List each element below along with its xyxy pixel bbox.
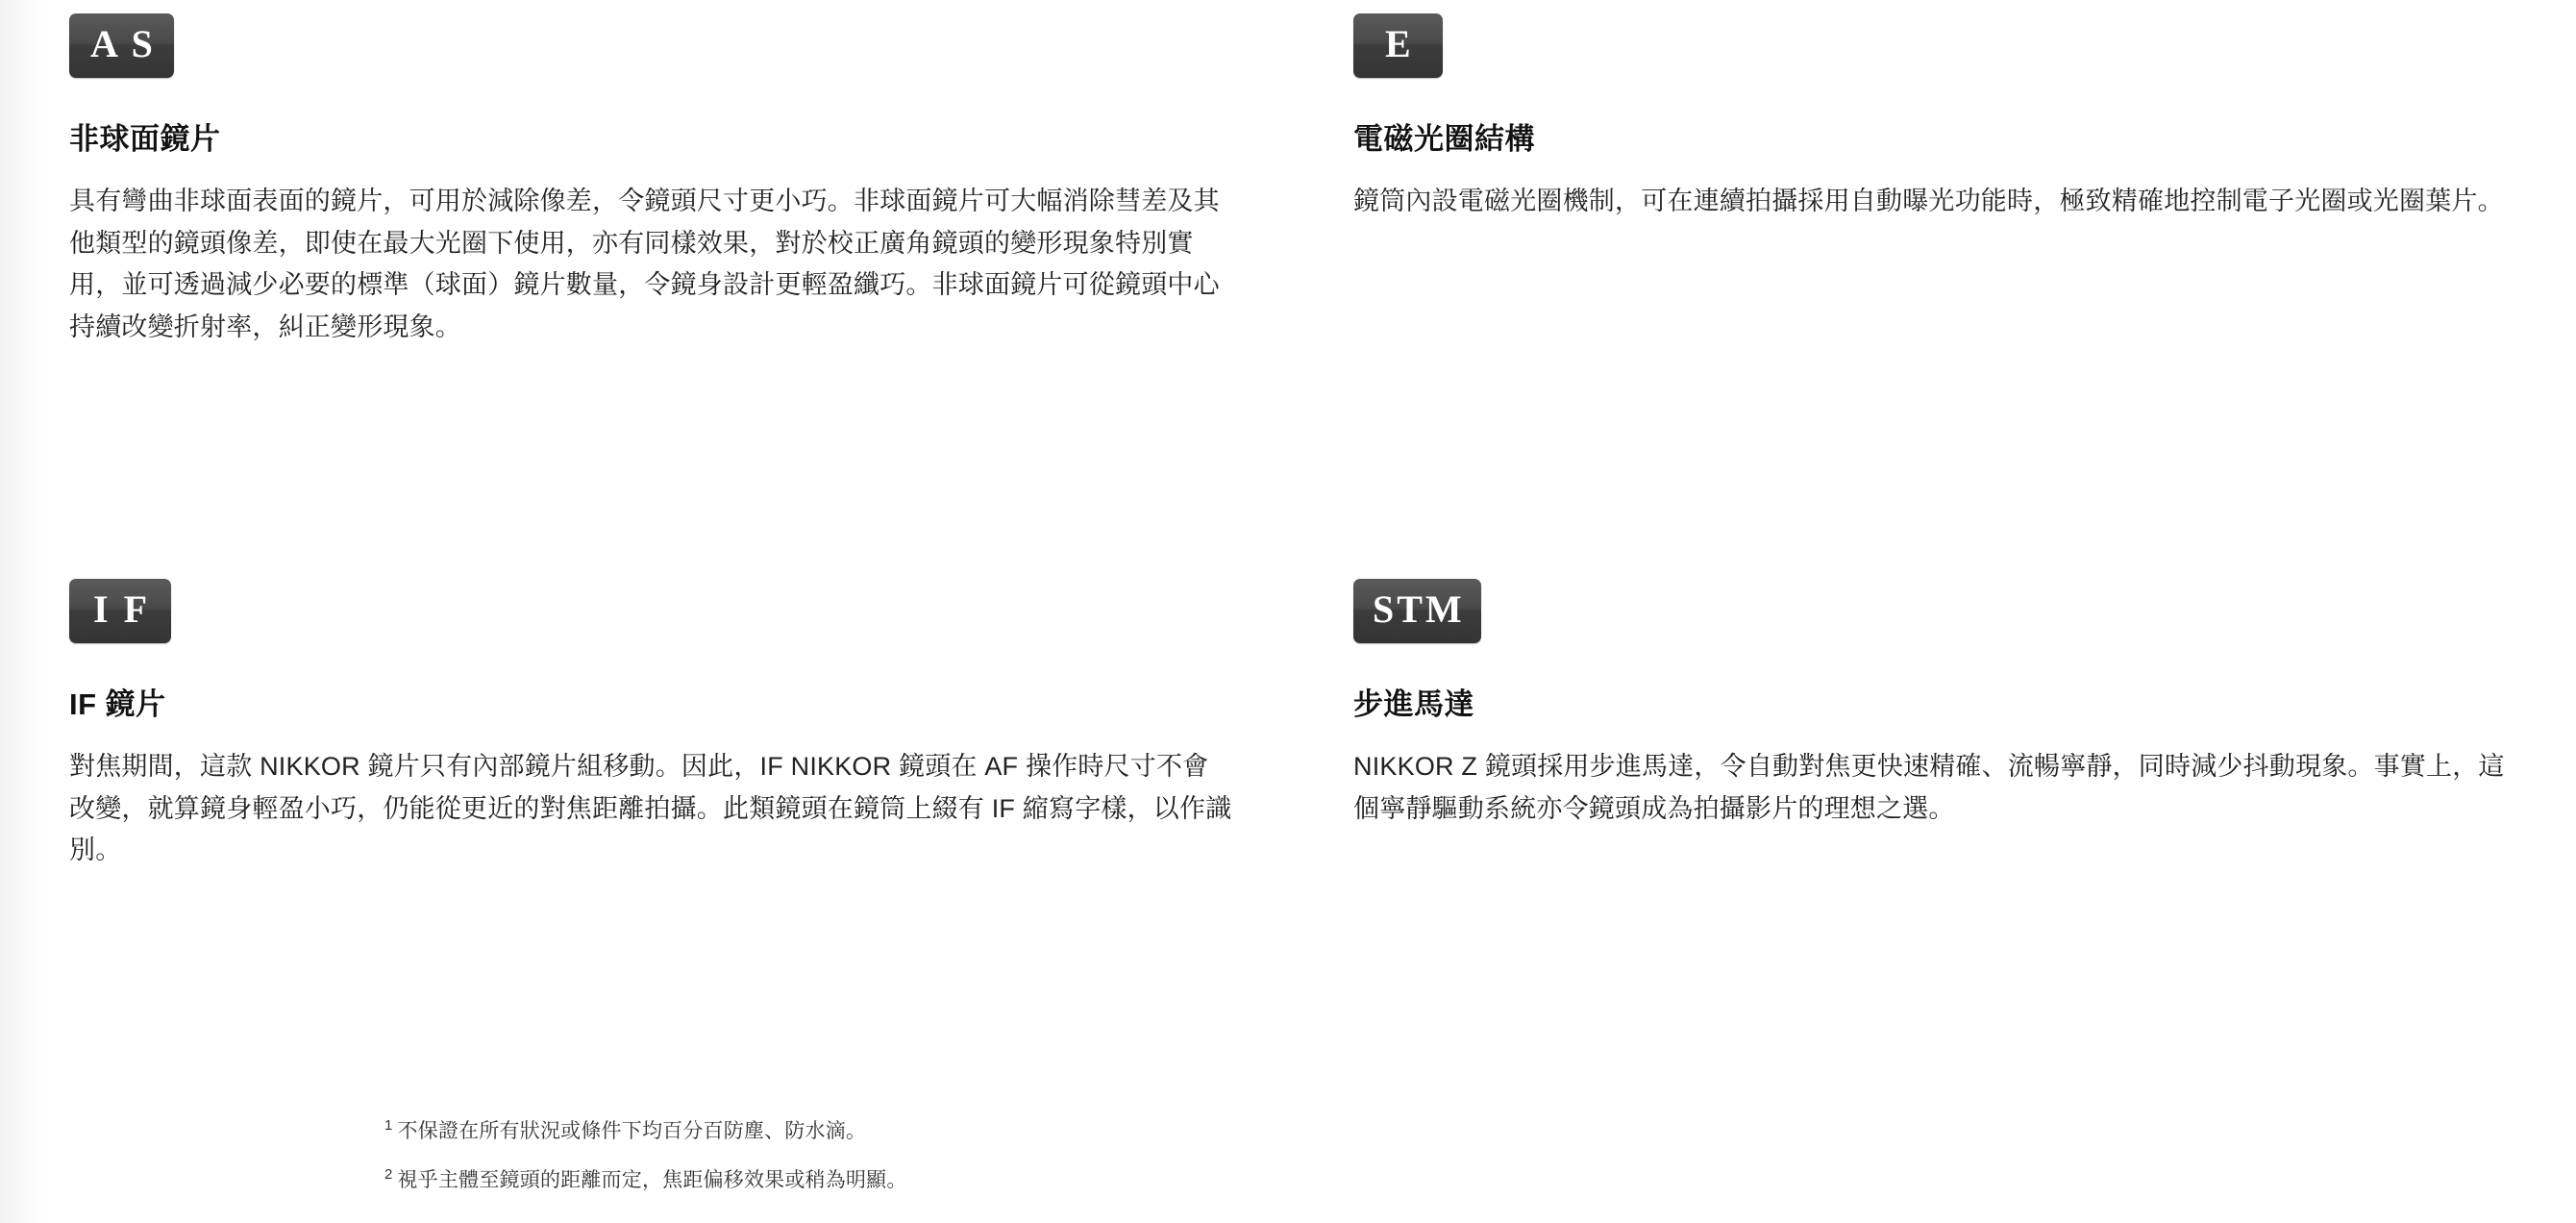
- internal-focus-badge-icon: I F: [69, 579, 171, 643]
- footnotes: [384, 1115, 1730, 1212]
- feature-block-internal-focus: [69, 579, 1232, 872]
- electromagnetic-diaphragm-badge-icon: E: [1353, 13, 1443, 78]
- feature-title: 電磁光圈結構: [1353, 122, 1535, 156]
- footnote-item: [384, 1115, 1730, 1147]
- feature-block-electromagnetic-diaphragm: [1353, 13, 2521, 223]
- footnote-marker: 2: [384, 1165, 393, 1183]
- feature-title: 步進馬達: [1353, 687, 1474, 721]
- feature-title: 非球面鏡片: [69, 122, 221, 156]
- feature-body: 對焦期間，這款 NIKKOR 鏡片只有內部鏡片組移動。因此，IF NIKKOR 鏡頭在 AF 操作時尺寸不會改變，就算鏡身輕盈小巧，仍能從更近的對焦距離拍攝。此類鏡頭在鏡筒上綴有 IF 縮寫字樣，以作識別。: [69, 752, 1232, 865]
- feature-body: NIKKOR Z 鏡頭採用步進馬達，令自動對焦更快速精確、流暢寧靜，同時減少抖動現象。事實上，這個寧靜驅動系統亦令鏡頭成為拍攝影片的理想之選。: [1353, 752, 2505, 823]
- footnote-text: 視乎主體至鏡頭的距離而定，焦距偏移效果或稍為明顯。: [397, 1168, 907, 1191]
- feature-title: IF 鏡片: [69, 687, 166, 721]
- feature-block-stepping-motor: [1353, 579, 2521, 830]
- footnote-marker: 1: [384, 1117, 393, 1134]
- feature-block-aspherical: [69, 13, 1232, 349]
- footnote-item: [384, 1164, 1730, 1196]
- feature-body: 具有彎曲非球面表面的鏡片，可用於減除像差，令鏡頭尺寸更小巧。非球面鏡片可大幅消除彗差及其他類型的鏡頭像差，即使在最大光圈下使用，亦有同樣效果，對於校正廣角鏡頭的變形現象特別實用，並可透過減少必要的標準（球面）鏡片數量，令鏡身設計更輕盈纖巧。非球面鏡片可從鏡頭中心持續改變折射率，糾正變形現象。: [69, 187, 1220, 342]
- stepping-motor-badge-icon: STM: [1353, 579, 1481, 643]
- footnote-text: 不保證在所有狀況或條件下均百分百防塵、防水滴。: [397, 1120, 867, 1142]
- aspherical-lens-badge-icon: A S: [69, 13, 174, 78]
- feature-body: 鏡筒內設電磁光圈機制，可在連續拍攝採用自動曝光功能時，極致精確地控制電子光圈或光圈葉片。: [1353, 187, 2504, 215]
